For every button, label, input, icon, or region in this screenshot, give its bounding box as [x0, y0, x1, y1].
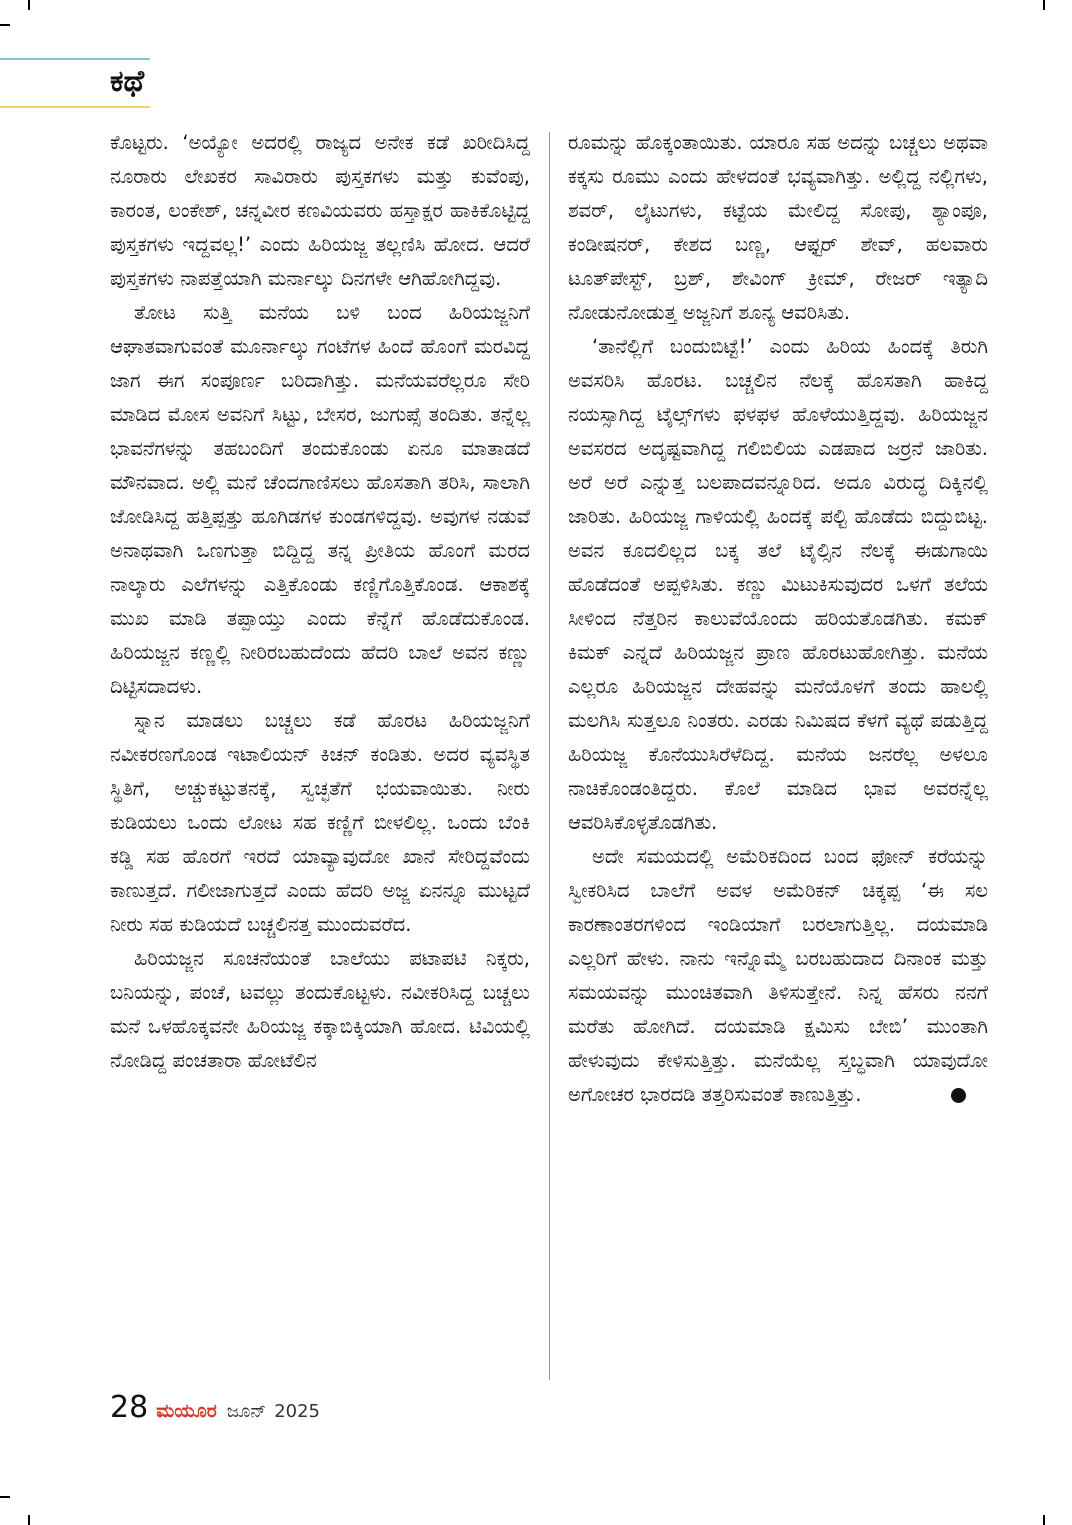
issue-month: ಜೂನ್	[226, 1401, 267, 1422]
paragraph: ಹಿರಿಯಜ್ಜನ ಸೂಚನೆಯಂತೆ ಬಾಲೆಯು ಪಟಾಪಟಿ ನಿಕ್ಕರು, ಬನಿಯನ್ನು, ಪಂಚೆ, ಟವಲ್ಲು ತಂದುಕೊಟ್ಟಳು. ನವೀಕರಿಸಿದ್ದ ಬಚ್ಚಲು ಮನೆ ಒಳಹೊಕ್ಕವನೇ ಹಿರಿಯಜ್ಜ ಕಕ್ಕಾಬಿಕ್ಕಿಯಾಗಿ ಹೋದ. ಟಿವಿಯಲ್ಲಿ ನೋಡಿದ್ದ ಪಂಚತಾರಾ ಹೋಟೆಲಿನ	[110, 947, 530, 1072]
crop-mark-bottom-right	[1043, 1515, 1045, 1525]
page-number: 28	[110, 1390, 149, 1425]
article-column-left	[110, 126, 530, 1078]
crop-mark-top-left	[28, 0, 30, 10]
paragraph	[568, 840, 988, 1112]
header-rule-top	[0, 58, 150, 60]
paragraph: ತೋಟ ಸುತ್ತಿ ಮನೆಯ ಬಳಿ ಬಂದ ಹಿರಿಯಜ್ಜನಿಗೆ ಆಘಾತವಾಗುವಂತೆ ಮೂರ್ನಾಲ್ಕು ಗಂಟೆಗಳ ಹಿಂದೆ ಹೊಂಗೆ ಮರವಿದ್ದ ಜಾಗ ಈಗ ಸಂಪೂರ್ಣ ಬರಿದಾಗಿತ್ತು. ಮನೆಯವರೆಲ್ಲರೂ ಸೇರಿ ಮಾಡಿದ ಮೋಸ ಅವನಿಗೆ ಸಿಟ್ಟು, ಬೇಸರ, ಜುಗುಪ್ಸೆ ತಂದಿತು. ತನ್ನೆಲ್ಲ ಭಾವನೆಗಳನ್ನು ತಹಬಂದಿಗೆ ತಂದುಕೊಂಡು ಏನೂ ಮಾತಾಡದೆ ಮೌನವಾದ. ಅಲ್ಲಿ ಮನೆ ಚೆಂದಗಾಣಿಸಲು ಹೊಸತಾಗಿ ತರಿಸಿ, ಸಾಲಾಗಿ ಜೋಡಿಸಿದ್ದ ಹತ್ತಿಪ್ಪತ್ತು ಹೂಗಿಡಗಳ ಕುಂಡಗಳಿದ್ದವು. ಅವುಗಳ ನಡುವೆ ಅನಾಥವಾಗಿ ಒಣಗುತ್ತಾ ಬಿದ್ದಿದ್ದ ತನ್ನ ಪ್ರೀತಿಯ ಹೊಂಗೆ ಮರದ ನಾಲ್ಕಾರು ಎಲೆಗಳನ್ನು ಎತ್ತಿಕೊಂಡು ಕಣ್ಣಿಗೊತ್ತಿಕೊಂಡ. ಆಕಾಶಕ್ಕೆ ಮುಖ ಮಾಡಿ ತಪ್ಪಾಯ್ತು ಎಂದು ಕೆನ್ನೆಗೆ ಹೊಡೆದುಕೊಂಡ. ಹಿರಿಯಜ್ಜನ ಕಣ್ಣಲ್ಲಿ ನೀರಿರಬಹುದೆಂದು ಹೆದರಿ ಬಾಲೆ ಅವನ ಕಣ್ಣು ದಿಟ್ಟಿಸದಾದಳು.	[110, 301, 530, 698]
paragraph: ‘ತಾನೆಲ್ಲಿಗೆ ಬಂದುಬಿಟ್ಟೆ!’ ಎಂದು ಹಿರಿಯ ಹಿಂದಕ್ಕೆ ತಿರುಗಿ ಅವಸರಿಸಿ ಹೊರಟ. ಬಚ್ಚಲಿನ ನೆಲಕ್ಕೆ ಹೊಸತಾಗಿ ಹಾಕಿದ್ದ ನಯಸ್ಸಾಗಿದ್ದ ಟೈಲ್ಸ್‌ಗಳು ಫಳಫಳ ಹೊಳೆಯುತ್ತಿದ್ದವು. ಹಿರಿಯಜ್ಜನ ಅವಸರದ ಅದೃಷ್ಟವಾಗಿದ್ದ ಗಲಿಬಿಲಿಯ ಎಡಪಾದ ಜರ್ರನೆ ಜಾರಿತು. ಅರೆ ಅರೆ ಎನ್ನುತ್ತ ಬಲಪಾದವನ್ನೂರಿದ. ಅದೂ ವಿರುದ್ಧ ದಿಕ್ಕಿನಲ್ಲಿ ಜಾರಿತು. ಹಿರಿಯಜ್ಜ ಗಾಳಿಯಲ್ಲಿ ಹಿಂದಕ್ಕೆ ಪಲ್ಟಿ ಹೊಡೆದು ಬಿದ್ದುಬಿಟ್ಟ. ಅವನ ಕೂದಲಿಲ್ಲದ ಬಕ್ಕ ತಲೆ ಟೈಲ್ಸಿನ ನೆಲಕ್ಕೆ ಈಡುಗಾಯಿ ಹೊಡೆದಂತೆ ಅಪ್ಪಳಿಸಿತು. ಕಣ್ಣು ಮಿಟುಕಿಸುವುದರ ಒಳಗೆ ತಲೆಯ ಸೀಳಿಂದ ನೆತ್ತರಿನ ಕಾಲುವೆಯೊಂದು ಹರಿಯತೊಡಗಿತು. ಕಮಕ್ ಕಿಮಕ್ ಎನ್ನದೆ ಹಿರಿಯಜ್ಜನ ಪ್ರಾಣ ಹೊರಟುಹೋಗಿತ್ತು. ಮನೆಯ ಎಲ್ಲರೂ ಹಿರಿಯಜ್ಜನ ದೇಹವನ್ನು ಮನೆಯೊಳಗೆ ತಂದು ಹಾಲಲ್ಲಿ ಮಲಗಿಸಿ ಸುತ್ತಲೂ ನಿಂತರು. ಎರಡು ನಿಮಿಷದ ಕೆಳಗೆ ವ್ಯಥೆ ಪಡುತ್ತಿದ್ದ ಹಿರಿಯಜ್ಜ ಕೊನೆಯುಸಿರೆಳೆದಿದ್ದ. ಮನೆಯ ಜನರೆಲ್ಲ ಅಳಲೂ ನಾಚಿಕೊಂಡಂತಿದ್ದರು. ಕೊಲೆ ಮಾಡಿದ ಭಾವ ಅವರನ್ನೆಲ್ಲ ಆವರಿಸಿಕೊಳ್ಳತೊಡಗಿತು.	[568, 335, 988, 834]
crop-mark-top-right	[1043, 0, 1045, 10]
magazine-logo: ಮಯೂರ	[156, 1400, 217, 1422]
article-column-right	[568, 126, 988, 1112]
page-footer	[110, 1390, 320, 1430]
paragraph: ಕೊಟ್ಟರು. ‘ಅಯ್ಯೋ ಅದರಲ್ಲಿ ರಾಜ್ಯದ ಅನೇಕ ಕಡೆ ಖರೀದಿಸಿದ್ದ ನೂರಾರು ಲೇಖಕರ ಸಾವಿರಾರು ಪುಸ್ತಕಗಳು ಮತ್ತು ಕುವೆಂಪು, ಕಾರಂತ, ಲಂಕೇಶ್, ಚನ್ನವೀರ ಕಣವಿಯವರು ಹಸ್ತಾಕ್ಷರ ಹಾಕಿಕೊಟ್ಟಿದ್ದ ಪುಸ್ತಕಗಳು ಇದ್ದವಲ್ಲ!’ ಎಂದು ಹಿರಿಯಜ್ಜ ತಲ್ಲಣಿಸಿ ಹೋದ. ಆದರೆ ಪುಸ್ತಕಗಳು ನಾಪತ್ತೆಯಾಗಿ ಮರ್ನಾಲ್ಕು ದಿನಗಳೇ ಆಗಿಹೋಗಿದ್ದವು.	[110, 131, 530, 290]
section-title: ಕಥೆ	[110, 64, 145, 99]
crop-mark-left-top	[0, 24, 10, 26]
crop-mark-bottom-left	[28, 1515, 30, 1525]
paragraph: ರೂಮನ್ನು ಹೊಕ್ಕಂತಾಯಿತು. ಯಾರೂ ಸಹ ಅದನ್ನು ಬಚ್ಚಲು ಅಥವಾ ಕಕ್ಕಸು ರೂಮು ಎಂದು ಹೇಳದಂತೆ ಭವ್ಯವಾಗಿತ್ತು. ಅಲ್ಲಿದ್ದ ನಲ್ಲಿಗಳು, ಶವರ್, ಲೈಟುಗಳು, ಕಟ್ಟೆಯ ಮೇಲಿದ್ದ ಸೋಪು, ಶ್ಯಾಂಪೂ, ಕಂಡೀಷನರ್, ಕೇಶದ ಬಣ್ಣ, ಆಫ್ಟರ್ ಶೇವ್, ಹಲವಾರು ಟೂತ್‌ಪೇಸ್ಟ್, ಬ್ರಶ್, ಶೇವಿಂಗ್ ಕ್ರೀಮ್, ರೇಜರ್ ಇತ್ಯಾದಿ ನೋಡುನೋಡುತ್ತ ಅಜ್ಜನಿಗೆ ಶೂನ್ಯ ಆವರಿಸಿತು.	[568, 131, 988, 324]
issue-year: 2025	[274, 1401, 321, 1422]
paragraph: ಸ್ನಾನ ಮಾಡಲು ಬಚ್ಚಲು ಕಡೆ ಹೊರಟ ಹಿರಿಯಜ್ಜನಿಗೆ ನವೀಕರಣಗೊಂಡ ಇಟಾಲಿಯನ್ ಕಿಚನ್ ಕಂಡಿತು. ಅದರ ವ್ಯವಸ್ಥಿತ ಸ್ಥಿತಿಗೆ, ಅಚ್ಚುಕಟ್ಟುತನಕ್ಕೆ, ಸ್ವಚ್ಛತೆಗೆ ಭಯವಾಯಿತು. ನೀರು ಕುಡಿಯಲು ಒಂದು ಲೋಟ ಸಹ ಕಣ್ಣಿಗೆ ಬೀಳಲಿಲ್ಲ. ಒಂದು ಬೆಂಕಿ ಕಡ್ಡಿ ಸಹ ಹೊರಗೆ ಇರದೆ ಯಾವ್ಯಾವುದೋ ಖಾನೆ ಸೇರಿದ್ದವೆಂದು ಕಾಣುತ್ತದೆ. ಗಲೀಜಾಗುತ್ತದೆ ಎಂದು ಹೆದರಿ ಅಜ್ಜ ಏನನ್ನೂ ಮುಟ್ಟದೆ ನೀರು ಸಹ ಕುಡಿಯದೆ ಬಚ್ಚಲಿನತ್ತ ಮುಂದುವರೆದ.	[110, 709, 530, 936]
end-of-story-icon	[951, 1088, 966, 1103]
header-rule-bottom	[0, 106, 150, 108]
column-divider	[549, 132, 550, 1380]
paragraph-text: ಅದೇ ಸಮಯದಲ್ಲಿ ಅಮೆರಿಕದಿಂದ ಬಂದ ಫೋನ್ ಕರೆಯನ್ನು ಸ್ವೀಕರಿಸಿದ ಬಾಲೆಗೆ ಅವಳ ಅಮೆರಿಕನ್ ಚಿಕ್ಕಪ್ಪ ‘ಈ ಸಲ ಕಾರಣಾಂತರಗಳಿಂದ ಇಂಡಿಯಾಗೆ ಬರಲಾಗುತ್ತಿಲ್ಲ. ದಯಮಾಡಿ ಎಲ್ಲರಿಗೆ ಹೇಳು. ನಾನು ಇನ್ನೊಮ್ಮೆ ಬರಬಹುದಾದ ದಿನಾಂಕ ಮತ್ತು ಸಮಯವನ್ನು ಮುಂಚಿತವಾಗಿ ತಿಳಿಸುತ್ತೇನೆ. ನಿನ್ನ ಹೆಸರು ನನಗೆ ಮರೆತು ಹೋಗಿದೆ. ದಯಮಾಡಿ ಕ್ಷಮಿಸು ಬೇಬಿ’ ಮುಂತಾಗಿ ಹೇಳುವುದು ಕೇಳಿಸುತ್ತಿತ್ತು. ಮನೆಯೆಲ್ಲ ಸ್ತಬ್ಧವಾಗಿ ಯಾವುದೋ ಅಗೋಚರ ಭಾರದಡಿ ತತ್ತರಿಸುವಂತೆ ಕಾಣುತ್ತಿತ್ತು.	[568, 845, 988, 1106]
crop-mark-left-bottom	[0, 1496, 10, 1498]
